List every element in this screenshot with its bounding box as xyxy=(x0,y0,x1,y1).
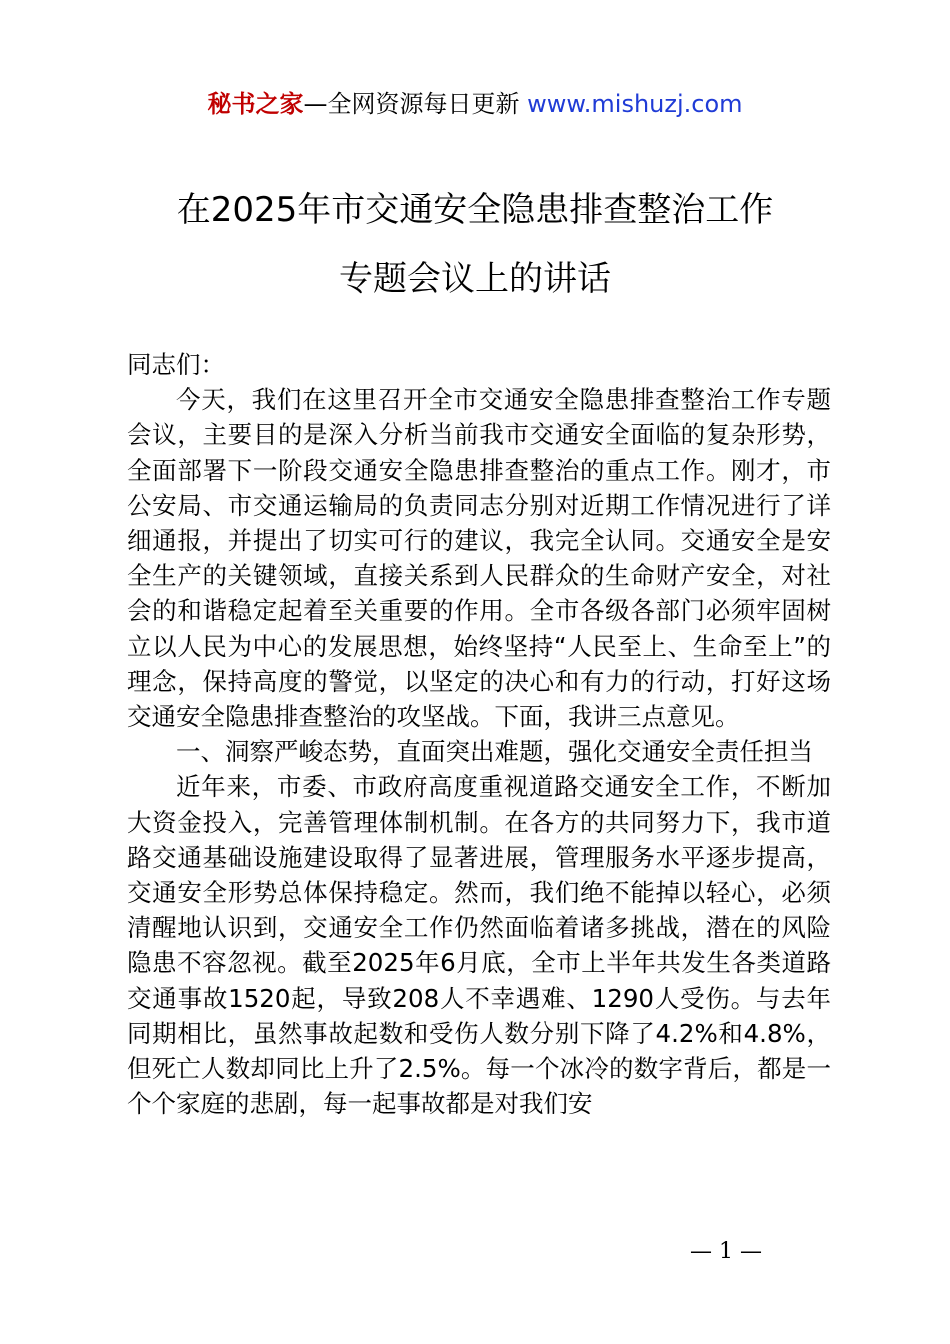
site-banner xyxy=(0,86,950,122)
document-body xyxy=(127,347,831,1121)
salutation: 同志们： xyxy=(127,350,225,379)
banner-tagline: —全网资源每日更新 xyxy=(303,90,528,118)
document-title-line-1: 在2025年市交通安全隐患排查整治工作 xyxy=(176,190,774,230)
page-number: — 1 — xyxy=(690,1239,762,1264)
site-url[interactable]: www.mishuzj.com xyxy=(527,90,743,118)
paragraph-section-1: 近年来，市委、市政府高度重视道路交通安全工作，不断加大资金投入，完善管理体制机制。在各方的共同努力下，我市道路交通基础设施建设取得了显著进展，管理服务水平逐步提高，交通安全形势总体保持稳定。然而，我们绝不能掉以轻心，必须清醒地认识到，交通安全工作仍然面临着诸多挑战，潜在的风险隐患不容忽视。截至2025年6月底，全市上半年共发生各类道路交通事故1520起，导致208人不幸遇难、1290人受伤。与去年同期相比，虽然事故起数和受伤人数分别下降了4.2%和4.8%，但死亡人数却同比上升了2.5%。每一个冰冷的数字背后，都是一个个家庭的悲剧，每一起事故都是对我们安 xyxy=(127,772,831,1119)
section-heading-1: 一、洞察严峻态势，直面突出难题，强化交通安全责任担当 xyxy=(176,737,813,767)
paragraph-intro: 今天，我们在这里召开全市交通安全隐患排查整治工作专题会议，主要目的是深入分析当前我市交通安全面临的复杂形势，全面部署下一阶段交通安全隐患排查整治的重点工作。刚才，市公安局、市交通运输局的负责同志分别对近期工作情况进行了详细通报，并提出了切实可行的建议，我完全认同。交通安全是安全生产的关键领域，直接关系到人民群众的生命财产安全，对社会的和谐稳定起着至关重要的作用。全市各级各部门必须牢固树立以人民为中心的发展思想，始终坚持“人民至上、生命至上”的理念，保持高度的警觉，以坚定的决心和有力的行动，打好这场交通安全隐患排查整治的攻坚战。下面，我讲三点意见。 xyxy=(127,385,831,732)
brand-name: 秘书之家 xyxy=(207,90,304,118)
document-title-line-2: 专题会议上的讲话 xyxy=(339,259,611,299)
